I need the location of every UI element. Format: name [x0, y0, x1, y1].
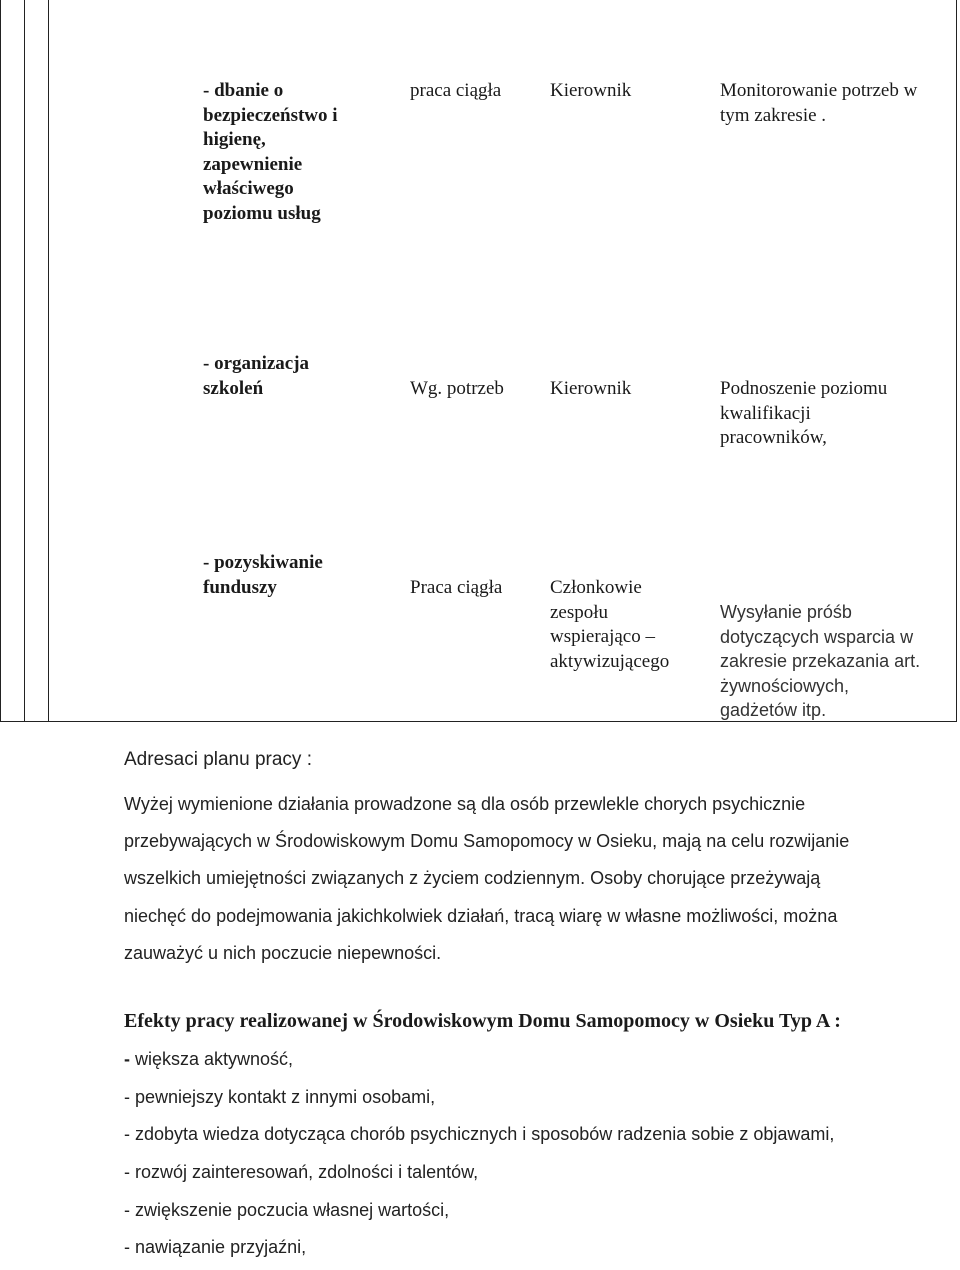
effects-item: - pewniejszy kontakt z innymi osobami, [124, 1086, 436, 1107]
effects-item: - zwiększenie poczucia własnej wartości, [124, 1199, 450, 1220]
recipients-line: Wyżej wymienione działania prowadzone są dla osób przewlekle chorych psychicznie [124, 794, 806, 814]
row3-outcome: Wysyłanie próśb dotyczących wsparcia w zakresie przekazania art. żywnościowych, gadżetów itp. [720, 602, 921, 721]
row3-timing: Praca ciągła [410, 577, 503, 598]
row2-outcome: Podnoszenie poziomu kwalifikacji pracowników, [720, 378, 888, 449]
row1-activity: - dbanie o bezpieczeństwo i higienę, zapewnienie właściwego poziomu usług [203, 80, 338, 224]
effects-title: Efekty pracy realizowanej w Środowiskowym Domu Samopomocy w Osieku Typ A : [124, 1010, 841, 1032]
recipients-line: zauważyć u nich poczucie niepewności. [124, 942, 442, 963]
effects-item: - zdobyta wiedza dotycząca chorób psychicznych i sposobów radzenia sobie z objawami, [124, 1124, 835, 1145]
recipients-line: wszelkich umiejętności związanych z życiem codziennym. Osoby chorujące przeżywają [124, 868, 821, 889]
row1-outcome: Monitorowanie potrzeb w tym zakresie . [720, 80, 918, 126]
recipients-title: Adresaci planu pracy : [124, 749, 312, 770]
effects-item: - nawiązanie przyjaźni, [124, 1237, 307, 1258]
row3-responsible: Członkowie zespołu wspierająco – aktywizującego [550, 577, 670, 672]
table-divider-2 [48, 0, 49, 722]
row1-timing: praca ciągła [410, 80, 502, 101]
table-divider-1 [24, 0, 25, 722]
row2-timing: Wg. potrzeb [410, 378, 504, 399]
row1-responsible: Kierownik [550, 80, 632, 101]
row2-activity: - organizacja szkoleń [203, 353, 310, 399]
table-border-left [0, 0, 1, 722]
effects-list [124, 1044, 834, 1270]
recipients-paragraph [124, 786, 924, 972]
recipients-line: niechęć do podejmowania jakichkolwiek działań, tracą wiarę w własne możliwości, można [124, 905, 838, 926]
row2-responsible: Kierownik [550, 378, 632, 399]
recipients-line: przebywających w Środowiskowym Domu Samopomocy w Osieku, mają na celu rozwijanie [124, 831, 850, 852]
row3-activity: - pozyskiwanie funduszy [203, 552, 323, 598]
effects-item: - większa aktywność, [124, 1049, 294, 1069]
effects-item: - rozwój zainteresowań, zdolności i talentów, [124, 1162, 479, 1183]
